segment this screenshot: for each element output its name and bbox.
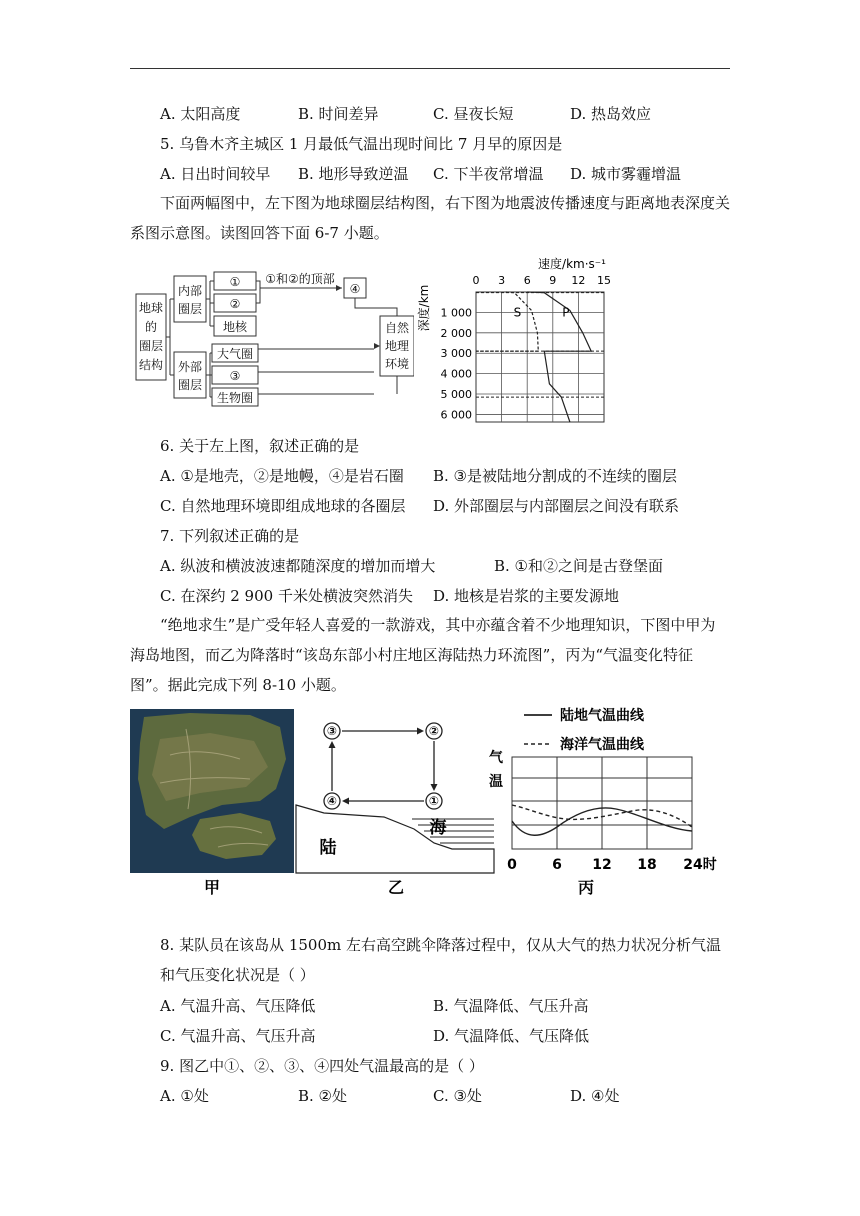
q5-option-d: D. 城市雾霾增温 — [570, 165, 682, 183]
q4-option-d: D. 热岛效应 — [570, 105, 652, 123]
bing-xtick-6: 6 — [552, 857, 562, 873]
point-4-label: ④ — [326, 794, 338, 808]
wave-series-S — [476, 292, 538, 351]
q6-stem: 6. 关于左上图，叙述正确的是 — [160, 437, 360, 455]
circle-3-label: ③ — [229, 369, 241, 383]
circulation-figure — [294, 709, 500, 899]
root-line-2: 的 — [144, 320, 158, 334]
q7-option-a: A. 纵波和横波波速都随深度的增加而增大 — [160, 557, 436, 575]
q8-stem: 8. 某队员在该岛从 1500m 左右高空跳伞降落过程中，仅从大气的热力状况分析气温和气压变化状况是（ ） — [160, 936, 722, 984]
env-line-3: 环境 — [384, 357, 410, 371]
bing-ylabel-1: 气 — [489, 750, 503, 766]
island-map-figure — [130, 709, 294, 899]
wave-ytick-label: 2 000 — [440, 326, 472, 340]
temperature-figure — [486, 701, 726, 899]
wave-ytick-label: 1 000 — [440, 306, 472, 320]
q6-option-a: A. ①是地壳，②是地幔，④是岩石圈 — [160, 467, 404, 485]
bing-xtick-0: 0 — [507, 857, 517, 873]
env-line-2: 地理 — [384, 339, 410, 353]
legend-sea: 海洋气温曲线 — [560, 737, 644, 753]
q9-option-b: B. ②处 — [298, 1087, 348, 1105]
biosphere-label: 生物圈 — [216, 391, 254, 405]
wave-xtick-label: 6 — [523, 274, 531, 287]
land-label: 陆 — [319, 838, 337, 858]
sea-label: 海 — [429, 818, 447, 838]
q5-option-b: B. 地形导致逆温 — [298, 165, 409, 183]
circle-2-label: ② — [229, 297, 241, 311]
outer-line-2: 圈层 — [177, 378, 203, 392]
bing-xtick-24: 24时 — [683, 857, 717, 873]
q9-option-d: D. ④处 — [570, 1087, 620, 1105]
point-3-label: ③ — [326, 724, 338, 738]
wave-ytick-label: 5 000 — [440, 388, 472, 402]
core-label: 地核 — [222, 320, 248, 334]
small-island — [192, 813, 276, 859]
point-1-label: ① — [428, 794, 440, 808]
wave-series-label: S — [513, 305, 522, 320]
bing-xtick-12: 12 — [592, 857, 612, 873]
q7-option-b: B. ①和②之间是古登堡面 — [494, 557, 664, 575]
circle-1-label: ① — [229, 275, 241, 289]
q8-option-c: C. 气温升高、气压升高 — [160, 1027, 316, 1045]
env-line-1: 自然 — [384, 321, 410, 335]
q7-option-c: C. 在深约 2 900 千米处横波突然消失 — [160, 587, 413, 605]
earth-layers-diagram — [134, 268, 414, 410]
point-2-label: ② — [428, 724, 440, 738]
q5-stem: 5. 乌鲁木齐主城区 1 月最低气温出现时间比 7 月早的原因是 — [160, 135, 563, 153]
wave-series-label: P — [562, 305, 570, 320]
root-line-4: 结构 — [138, 358, 164, 372]
fig-jia-label: 甲 — [203, 878, 221, 897]
inner-line-2: 圈层 — [177, 302, 203, 316]
wave-xtick-label: 3 — [498, 274, 506, 287]
wave-xtick-label: 0 — [472, 274, 480, 287]
q6-option-c: C. 自然地理环境即组成地球的各圈层 — [160, 497, 406, 515]
q6-option-d: D. 外部圈层与内部圈层之间没有联系 — [433, 497, 680, 515]
outer-line-1: 外部 — [177, 360, 203, 374]
wave-plot-frame — [476, 292, 604, 422]
wave-chart-ylabel: 深度/km — [417, 284, 431, 332]
wave-ytick-label: 3 000 — [440, 347, 472, 361]
inner-line-1: 内部 — [177, 284, 203, 298]
q7-option-d: D. 地核是岩浆的主要发源地 — [433, 587, 620, 605]
q5-option-a: A. 日出时间较早 — [160, 165, 271, 183]
root-line-1: 地球 — [138, 301, 164, 315]
intro-8-10: “绝地求生”是广受年轻人喜爱的一款游戏，其中亦蕴含着不少地理知识，下图中甲为海岛地图，而乙为降落时“该岛东部小村庄地区海陆热力环流图”，丙为“气温变化特征图”。据此完成下列 8-10 小题。 — [130, 616, 716, 694]
q4-option-b: B. 时间差异 — [298, 105, 379, 123]
q8-option-b: B. 气温降低、气压升高 — [433, 997, 589, 1015]
q6-option-b: B. ③是被陆地分割成的不连续的圈层 — [433, 467, 678, 485]
wave-ytick-label: 6 000 — [440, 408, 472, 422]
wave-chart-xlabel: 速度/km·s⁻¹ — [538, 257, 606, 271]
bing-xtick-18: 18 — [637, 857, 657, 873]
q5-option-c: C. 下半夜常增温 — [433, 165, 544, 183]
header-rule — [130, 68, 730, 69]
wave-xtick-label: 12 — [571, 274, 586, 287]
intro-6-7: 下面两幅图中，左下图为地球圈层结构图，右下图为地震波传播速度与距离地表深度关系图示意图。读图回答下面 6-7 小题。 — [130, 194, 731, 242]
seismic-wave-chart — [414, 250, 614, 426]
wave-xtick-label: 15 — [597, 274, 611, 287]
root-line-3: 圈层 — [138, 339, 164, 353]
q4-option-a: A. 太阳高度 — [160, 105, 241, 123]
top-note-label: ①和②的顶部 — [265, 272, 335, 286]
q9-stem: 9. 图乙中①、②、③、④四处气温最高的是（ ） — [160, 1057, 484, 1075]
fig-yi-label: 乙 — [387, 878, 405, 897]
wave-series-P — [527, 292, 591, 422]
wave-xtick-label: 9 — [549, 274, 557, 287]
q9-option-c: C. ③处 — [433, 1087, 482, 1105]
q8-option-d: D. 气温降低、气压降低 — [433, 1027, 590, 1045]
legend-land: 陆地气温曲线 — [560, 708, 644, 724]
circle-4-label: ④ — [349, 282, 361, 296]
q4-option-c: C. 昼夜长短 — [433, 105, 514, 123]
q8-option-a: A. 气温升高、气压降低 — [160, 997, 316, 1015]
q7-stem: 7. 下列叙述正确的是 — [160, 527, 300, 545]
q9-option-a: A. ①处 — [160, 1087, 209, 1105]
wave-ytick-label: 4 000 — [440, 367, 472, 381]
bing-ylabel-2: 温 — [489, 774, 503, 790]
atmosphere-label: 大气圈 — [216, 347, 254, 361]
fig-bing-label: 丙 — [577, 878, 595, 897]
